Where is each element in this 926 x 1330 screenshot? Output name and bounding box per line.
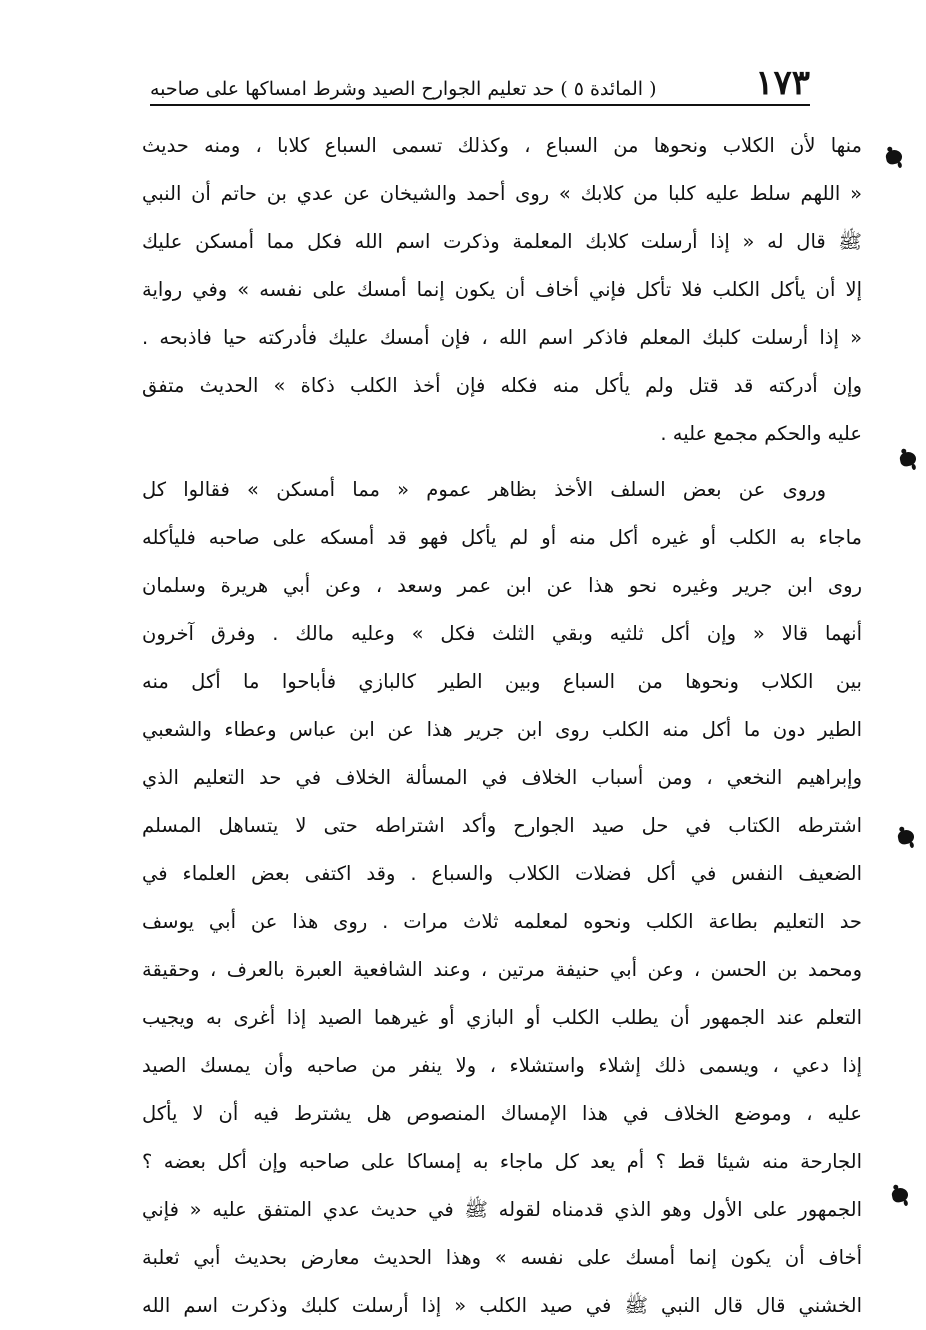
text-line: روى ابن جرير وغيره نحو هذا عن ابن عمر وسعد ، وعن أبي هريرة وسلمان xyxy=(142,574,862,597)
text-line: التعلم عند الجمهور أن يطلب الكلب أو البازي أو غيرهما الصيد إذا أغرى به ويجيب xyxy=(142,1006,862,1029)
body-text xyxy=(142,122,862,1330)
text-line: الجارحة منه شيئا قط ؟ أم يعد كل ماجاء به إمساكا على صاحبه وإن أكل بعضه ؟ xyxy=(142,1150,862,1173)
text-line: ﷺ قال له « إذا أرسلت كلابك المعلمة وذكرت اسم الله فكل مما أمسكن عليك xyxy=(142,230,862,253)
text-line: اشترطه الكتاب في حل صيد الجوارح وأكد اشتراطه حتى لا يتساهل المسلم xyxy=(142,814,862,837)
text-line: ومحمد بن الحسن ، وعن أبي حنيفة مرتين ، وعند الشافعية العبرة بالعرف ، وحقيقة xyxy=(142,958,862,981)
text-line: « اللهم سلط عليه كلبا من كلابك » روى أحمد والشيخان عن عدي بن حاتم أن النبي xyxy=(142,182,862,205)
text-line: الجمهور على الأول وهو الذي قدمناه لقوله ﷺ في حديث عدي المتفق عليه « فإني xyxy=(142,1198,862,1221)
text-line: حد التعليم بطاعة الكلب ونحوه لمعلمه ثلاث مرات . روى هذا عن أبي يوسف xyxy=(142,910,862,933)
ink-mark-icon xyxy=(885,148,904,165)
text-line: الطير دون ما أكل منه الكلب روى ابن جرير هذا عن ابن عباس وعطاء والشعبي xyxy=(142,718,862,741)
ink-mark-icon xyxy=(897,828,916,845)
running-title: ( المائدة ٥ ) حد تعليم الجوارح الصيد وشرط امساكها على صاحبه xyxy=(150,78,657,100)
header-rule xyxy=(150,104,810,106)
ink-mark-icon xyxy=(891,1186,910,1203)
text-line: إلا أن يأكل الكلب فلا تأكل فإني أخاف أن يكون إنما أمسك على نفسه » وفي رواية xyxy=(142,278,862,301)
text-line: « إذا أرسلت كلبك المعلم فاذكر اسم الله ، فإن أمسك عليك فأدركته حيا فاذبحه . xyxy=(142,326,862,349)
text-line: ماجاء به الكلب أو غيره أكل منه أو لم يأكل فهو قد أمسكه على صاحبه فليأكله xyxy=(142,526,862,549)
text-line: وروى عن بعض السلف الأخذ بظاهر عموم « مما أمسكن » فقالوا كل xyxy=(142,478,826,501)
paragraph-gap xyxy=(142,458,862,466)
page-number: ١٧٣ xyxy=(755,63,810,103)
text-line: عليه والحكم مجمع عليه . xyxy=(660,422,862,445)
text-line: وإبراهيم النخعي ، ومن أسباب الخلاف في المسألة الخلاف في حد التعليم الذي xyxy=(142,766,862,789)
text-line: إذا دعي ، ويسمى ذلك إشلاء واستشلاء ، ولا ينفر من صاحبه وأن يمسك الصيد xyxy=(142,1054,862,1077)
text-line: الخشني قال قال النبي ﷺ في صيد الكلب « إذا أرسلت كلبك وذكرت اسم الله xyxy=(142,1294,862,1317)
text-line: الضعيف النفس في أكل فضلات الكلاب والسباع . وقد اكتفى بعض العلماء في xyxy=(142,862,862,885)
text-line: أنهما قالا « وإن أكل ثلثيه وبقي الثلث فكل » وعليه مالك . وفرق آخرون xyxy=(142,622,862,645)
text-line: أخاف أن يكون إنما أمسك على نفسه » وهذا الحديث معارض بحديث أبي ثعلبة xyxy=(142,1246,862,1269)
page-header xyxy=(150,58,810,102)
ink-mark-icon xyxy=(899,450,918,467)
text-line: منها لأن الكلاب ونحوها من السباع ، وكذلك تسمى السباع كلابا ، ومنه حديث xyxy=(142,134,862,157)
text-line: بين الكلاب ونحوها من السباع وبين الطير كالبازي فأباحوا ما أكل منه xyxy=(142,670,862,693)
text-line: وإن أدركته قد قتل ولم يأكل منه فكله فإن أخذ الكلب ذكاة » الحديث متفق xyxy=(142,374,862,397)
text-line: عليه ، وموضع الخلاف في هذا الإمساك المنصوص هل يشترط فيه أن لا يأكل xyxy=(142,1102,862,1125)
